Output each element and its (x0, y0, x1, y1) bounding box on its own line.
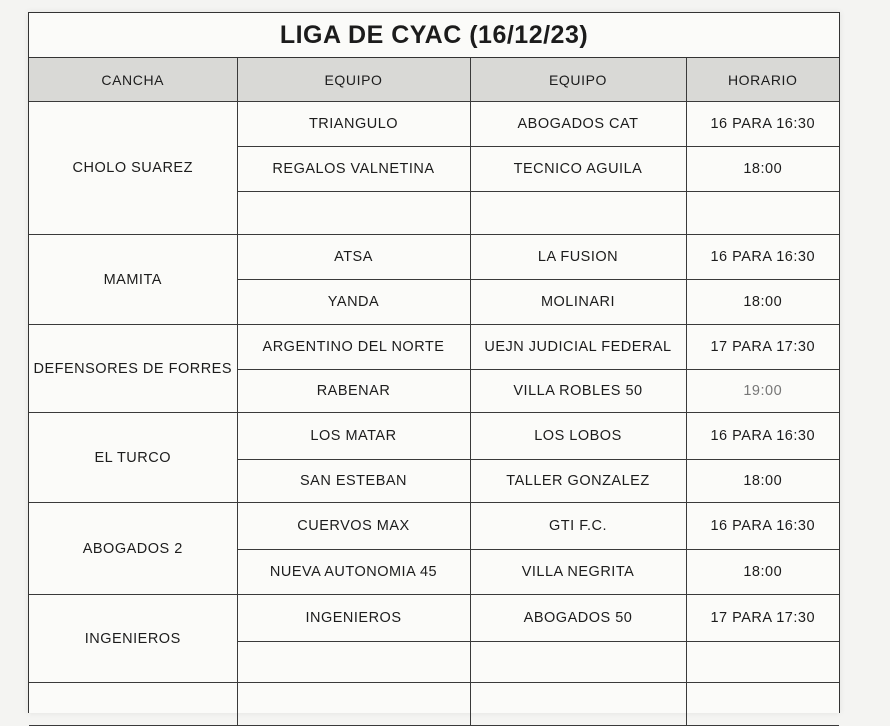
away-team: VILLA ROBLES 50 (470, 370, 686, 413)
match-time: 18:00 (686, 550, 839, 595)
header-row (29, 58, 839, 102)
court-name: EL TURCO (29, 413, 237, 503)
away-team (470, 683, 686, 726)
home-team: INGENIEROS (237, 595, 470, 642)
court-name: ABOGADOS 2 (29, 503, 237, 595)
fixture-body (29, 102, 839, 726)
match-time: 16 PARA 16:30 (686, 503, 839, 550)
home-team (237, 683, 470, 726)
page-title: LIGA DE CYAC (16/12/23) (29, 13, 839, 58)
home-team: LOS MATAR (237, 413, 470, 460)
away-team: MOLINARI (470, 280, 686, 325)
table-row (29, 413, 839, 460)
header-equipo-2: EQUIPO (470, 58, 686, 102)
court-name: MAMITA (29, 235, 237, 325)
table-row (29, 595, 839, 642)
match-time: 16 PARA 16:30 (686, 235, 839, 280)
court-name: INGENIEROS (29, 595, 237, 683)
match-time: 16 PARA 16:30 (686, 413, 839, 460)
away-team: VILLA NEGRITA (470, 550, 686, 595)
away-team: LOS LOBOS (470, 413, 686, 460)
away-team (470, 192, 686, 235)
table-row (29, 102, 839, 147)
home-team: TRIANGULO (237, 102, 470, 147)
away-team: UEJN JUDICIAL FEDERAL (470, 325, 686, 370)
home-team: REGALOS VALNETINA (237, 147, 470, 192)
home-team (237, 192, 470, 235)
table-row (29, 235, 839, 280)
home-team (237, 642, 470, 683)
match-time: 18:00 (686, 147, 839, 192)
court-name: CHOLO SUAREZ (29, 102, 237, 235)
match-time (686, 683, 839, 726)
home-team: CUERVOS MAX (237, 503, 470, 550)
home-team: ARGENTINO DEL NORTE (237, 325, 470, 370)
match-time: 18:00 (686, 280, 839, 325)
match-time: 17 PARA 17:30 (686, 595, 839, 642)
fixture-table (29, 58, 839, 726)
match-time: 19:00 (686, 370, 839, 413)
away-team: LA FUSION (470, 235, 686, 280)
away-team (470, 642, 686, 683)
table-row (29, 683, 839, 726)
away-team: TECNICO AGUILA (470, 147, 686, 192)
match-time (686, 642, 839, 683)
away-team: GTI F.C. (470, 503, 686, 550)
table-row (29, 325, 839, 370)
table-row (29, 503, 839, 550)
court-name: DEFENSORES DE FORRES (29, 325, 237, 413)
home-team: SAN ESTEBAN (237, 460, 470, 503)
home-team: YANDA (237, 280, 470, 325)
match-time: 16 PARA 16:30 (686, 102, 839, 147)
court-name (29, 683, 237, 726)
home-team: ATSA (237, 235, 470, 280)
header-equipo-1: EQUIPO (237, 58, 470, 102)
away-team: ABOGADOS CAT (470, 102, 686, 147)
home-team: NUEVA AUTONOMIA 45 (237, 550, 470, 595)
match-time: 18:00 (686, 460, 839, 503)
away-team: ABOGADOS 50 (470, 595, 686, 642)
away-team: TALLER GONZALEZ (470, 460, 686, 503)
fixture-sheet (28, 12, 840, 713)
match-time: 17 PARA 17:30 (686, 325, 839, 370)
home-team: RABENAR (237, 370, 470, 413)
header-cancha: CANCHA (29, 58, 237, 102)
match-time (686, 192, 839, 235)
header-horario: HORARIO (686, 58, 839, 102)
